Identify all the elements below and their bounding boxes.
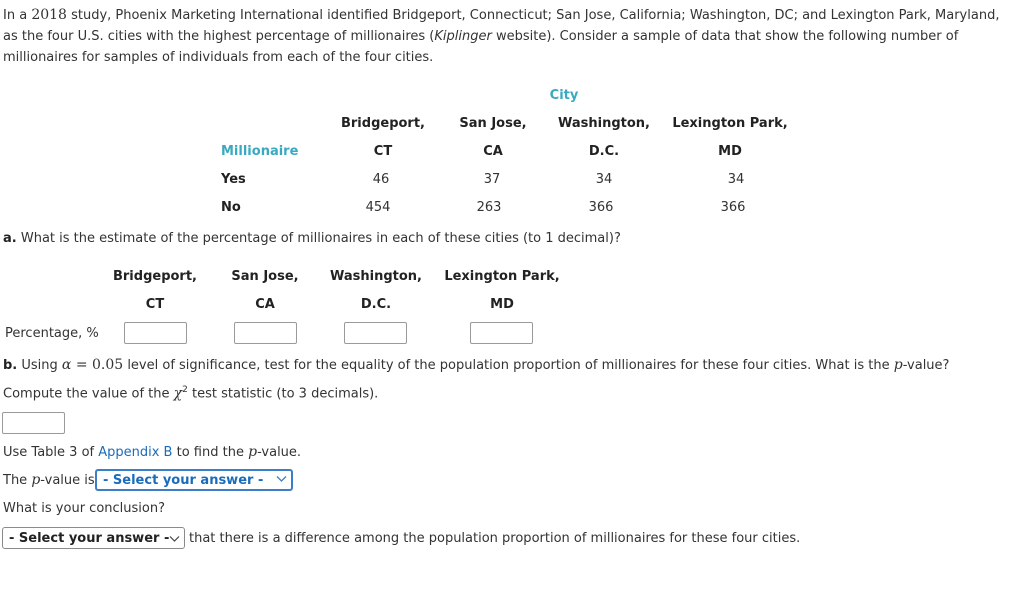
row-header-millionaire: Millionaire xyxy=(221,144,299,159)
col-subheader-bridgeport: CT xyxy=(373,144,393,159)
conclusion-text: that there is a difference among the population proportion of millionaires for these four cities. xyxy=(189,531,801,546)
conclusion-select[interactable] xyxy=(2,527,185,549)
cell-no-bridgeport: 454 xyxy=(365,200,391,215)
source-name: Kiplinger xyxy=(434,29,492,44)
answer-subheader-san-jose: CA xyxy=(255,297,275,312)
appendix-b-link[interactable]: Appendix B xyxy=(98,445,173,460)
chi-square-input[interactable] xyxy=(2,412,65,434)
answer-header-lexington: Lexington Park, xyxy=(444,269,560,284)
chevron-down-icon xyxy=(169,535,180,543)
conclusion-select-value: - Select your answer - xyxy=(9,531,170,546)
cell-yes-san-jose: 37 xyxy=(483,172,501,187)
chevron-down-icon xyxy=(276,475,287,483)
table-note: Use Table 3 of Appendix B to find the p-value. xyxy=(3,444,302,460)
col-header-bridgeport: Bridgeport, xyxy=(340,116,426,131)
percentage-input-lexington[interactable] xyxy=(470,322,533,344)
answer-subheader-washington: D.C. xyxy=(360,297,392,312)
answer-subheader-bridgeport: CT xyxy=(145,297,165,312)
cell-yes-bridgeport: 46 xyxy=(372,172,390,187)
percentage-input-washington[interactable] xyxy=(344,322,407,344)
cell-yes-lexington: 34 xyxy=(727,172,745,187)
cell-no-washington: 366 xyxy=(588,200,614,215)
table-group-header: City xyxy=(549,88,579,103)
chi-square-prompt: Compute the value of the $\chi^2$ test statistic (to 3 decimals). xyxy=(3,385,379,402)
percentage-input-san-jose[interactable] xyxy=(234,322,297,344)
answer-header-washington: Washington, xyxy=(330,269,422,284)
percentage-input-bridgeport[interactable] xyxy=(124,322,187,344)
col-header-lexington: Lexington Park, xyxy=(672,116,788,131)
col-header-washington: Washington, xyxy=(558,116,650,131)
col-subheader-washington: D.C. xyxy=(588,144,620,159)
part-a-question: a. What is the estimate of the percentage of millionaires in each of these cities (to 1 decimal)? xyxy=(3,231,621,246)
study-year: 2018 xyxy=(31,7,67,23)
row-label-no: No xyxy=(221,200,241,215)
part-b-question: b. Using α = 0.05 level of significance, test for the equality of the population proportion of millionaires for these four cities. What is the p-value? xyxy=(3,357,950,373)
percentage-row-label: Percentage, % xyxy=(5,326,99,341)
answer-subheader-lexington: MD xyxy=(490,297,514,312)
cell-no-san-jose: 263 xyxy=(476,200,502,215)
conclusion-question: What is your conclusion? xyxy=(3,501,165,516)
col-header-san-jose: San Jose, xyxy=(459,116,527,131)
col-subheader-san-jose: CA xyxy=(483,144,503,159)
answer-header-san-jose: San Jose, xyxy=(231,269,299,284)
cell-no-lexington: 366 xyxy=(720,200,746,215)
pvalue-select-value: - Select your answer - xyxy=(103,473,264,488)
problem-intro: In a 2018 study, Phoenix Marketing International identified Bridgeport, Connecticut; San Jose, California; Washington, DC; and Lexington Park, Maryland, as the four U.S. cities with the highest percentage of millionaires (Kiplinger website). Consider a sample of data that show the following number of millionaires for samples of individuals from each of the four cities. xyxy=(3,7,1000,65)
pvalue-label: The p-value is xyxy=(3,472,95,488)
pvalue-select[interactable] xyxy=(95,469,293,491)
answer-header-bridgeport: Bridgeport, xyxy=(112,269,198,284)
col-subheader-lexington: MD xyxy=(718,144,742,159)
cell-yes-washington: 34 xyxy=(595,172,613,187)
row-label-yes: Yes xyxy=(221,172,246,187)
